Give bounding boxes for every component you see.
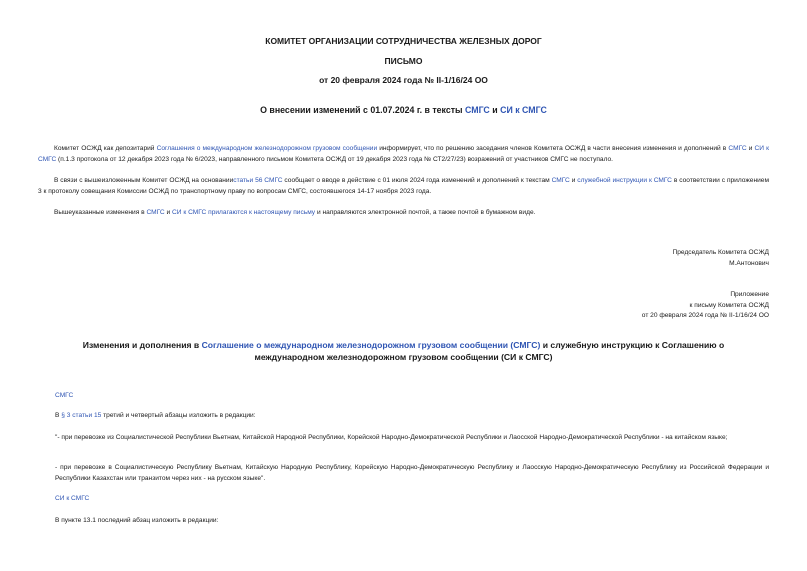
section-text-1: Изменения и дополнения в (82, 340, 202, 350)
doc-date-number: от 20 февраля 2024 года № II-1/16/24 ОО (319, 75, 488, 85)
section-title (60, 340, 747, 363)
p2-text-3: и (569, 177, 578, 184)
paragraph-enactment (38, 176, 769, 197)
amendment-text-russian: - при перевозке в Социалистическую Республику Вьетнам, Китайскую Народную Республику, Корейскую Народно-Демократическую Республику и Лаосскую Народно-Демократическую Республику из Российской Федерации и Республики Казахстан или транзитом через них - на русском языке". (55, 464, 769, 482)
p3-text-1: Вышеуказанные изменения в (54, 209, 147, 216)
signatory-name: М.Антонович (729, 259, 769, 267)
smgs-heading (55, 391, 769, 402)
p2-text-4: в соответствии с приложением 3 к протоколу совещания Комиссии ОСЖД по транспортному праву по вопросам СМГС, состоявшегося 14-17 ноября 2023 года. (38, 177, 769, 195)
attachment-label: Приложение (730, 291, 769, 298)
signatory-position: Председатель Комитета ОСЖД (672, 249, 769, 256)
si-smgs-link[interactable]: СИ к СМГС (38, 145, 769, 163)
b2-text-1: В (55, 412, 62, 419)
subject-text: О внесении изменений с 01.07.2024 г. в тексты (260, 105, 465, 115)
article-15-link[interactable]: § 3 статьи 15 (61, 412, 102, 419)
article-56-link[interactable]: статьи 56 СМГС (233, 177, 283, 184)
amendment-text-chinese: "- при перевозке из Социалистической Республики Вьетнам, Китайской Народной Республики, Корейской Народно-Демократической Республики и Лаосской Народно-Демократической Республики - на китайском языке; (55, 434, 728, 441)
subject-and: и (489, 105, 501, 115)
amendment-instruction (55, 411, 769, 422)
agreement-link[interactable]: Соглашения о международном железнодорожном грузовом сообщении (156, 145, 378, 152)
section-agreement-link[interactable]: Соглашение о международном железнодорожном грузовом сообщении (СМГС) (201, 340, 541, 350)
p3-text-4: и направляются электронной почтой, а также почтой в бумажном виде. (315, 209, 536, 216)
p1-text-2: информирует, что по решению заседания членов Комитета ОСЖД в части внесения изменения и дополнений в (377, 145, 729, 152)
si-smgs-link[interactable]: СИ к СМГС (172, 209, 207, 216)
attached-link[interactable]: прилагаются к настоящему письму (208, 209, 316, 216)
doc-type: ПИСЬМО (384, 56, 423, 66)
si-smgs-heading-link[interactable]: СИ к СМГС (55, 495, 90, 502)
attachment-ref: к письму Комитета ОСЖД (689, 301, 769, 309)
si-smgs-heading (55, 494, 769, 505)
service-instruction-link[interactable]: служебной инструкции к СМГС (577, 177, 672, 184)
attachment-date: от 20 февраля 2024 года № II-1/16/24 ОО (641, 312, 769, 319)
smgs-heading-link[interactable]: СМГС (55, 392, 74, 399)
doc-subject (0, 105, 807, 115)
p2-text-2: сообщает о вводе в действие с 01 июля 2024 года изменений и дополнений к текстам (282, 177, 552, 184)
subject-link-smgs[interactable]: СМГС (465, 105, 490, 115)
smgs-link[interactable]: СМГС (728, 145, 747, 152)
paragraph-depositary (38, 144, 769, 165)
paragraph-attached (38, 208, 769, 219)
p1-text-1: Комитет ОСЖД как депозитарий (54, 145, 157, 152)
p3-text-2: и (164, 209, 173, 216)
smgs-link[interactable]: СМГС (146, 209, 165, 216)
signature-block (673, 248, 769, 269)
subject-link-si-smgs[interactable]: СИ к СМГС (500, 105, 547, 115)
si-amendment-instruction: В пункте 13.1 последний абзац изложить в редакции: (55, 517, 219, 524)
org-title: КОМИТЕТ ОРГАНИЗАЦИИ СОТРУДНИЧЕСТВА ЖЕЛЕЗНЫХ ДОРОГ (265, 36, 542, 46)
p2-text-1: В связи с вышеизложенным Комитет ОСЖД на основании (54, 177, 234, 184)
section-text-2: и служебную инструкцию к Соглашению о международном железнодорожном грузовом сообщении (СИ к СМГС) (254, 340, 725, 362)
p1-text-4: (п.1.3 протокола от 12 декабря 2023 года № 6/2023, направленного письмом Комитета ОСЖД от 19 декабря 2023 года № СТ2/27/23) возражений от участников СМГС не поступало. (56, 155, 614, 163)
b2-text-2: третий и четвертый абзацы изложить в редакции: (101, 412, 256, 419)
p1-text-3: и (746, 145, 755, 152)
smgs-link[interactable]: СМГС (551, 177, 570, 184)
attachment-block (642, 290, 769, 322)
